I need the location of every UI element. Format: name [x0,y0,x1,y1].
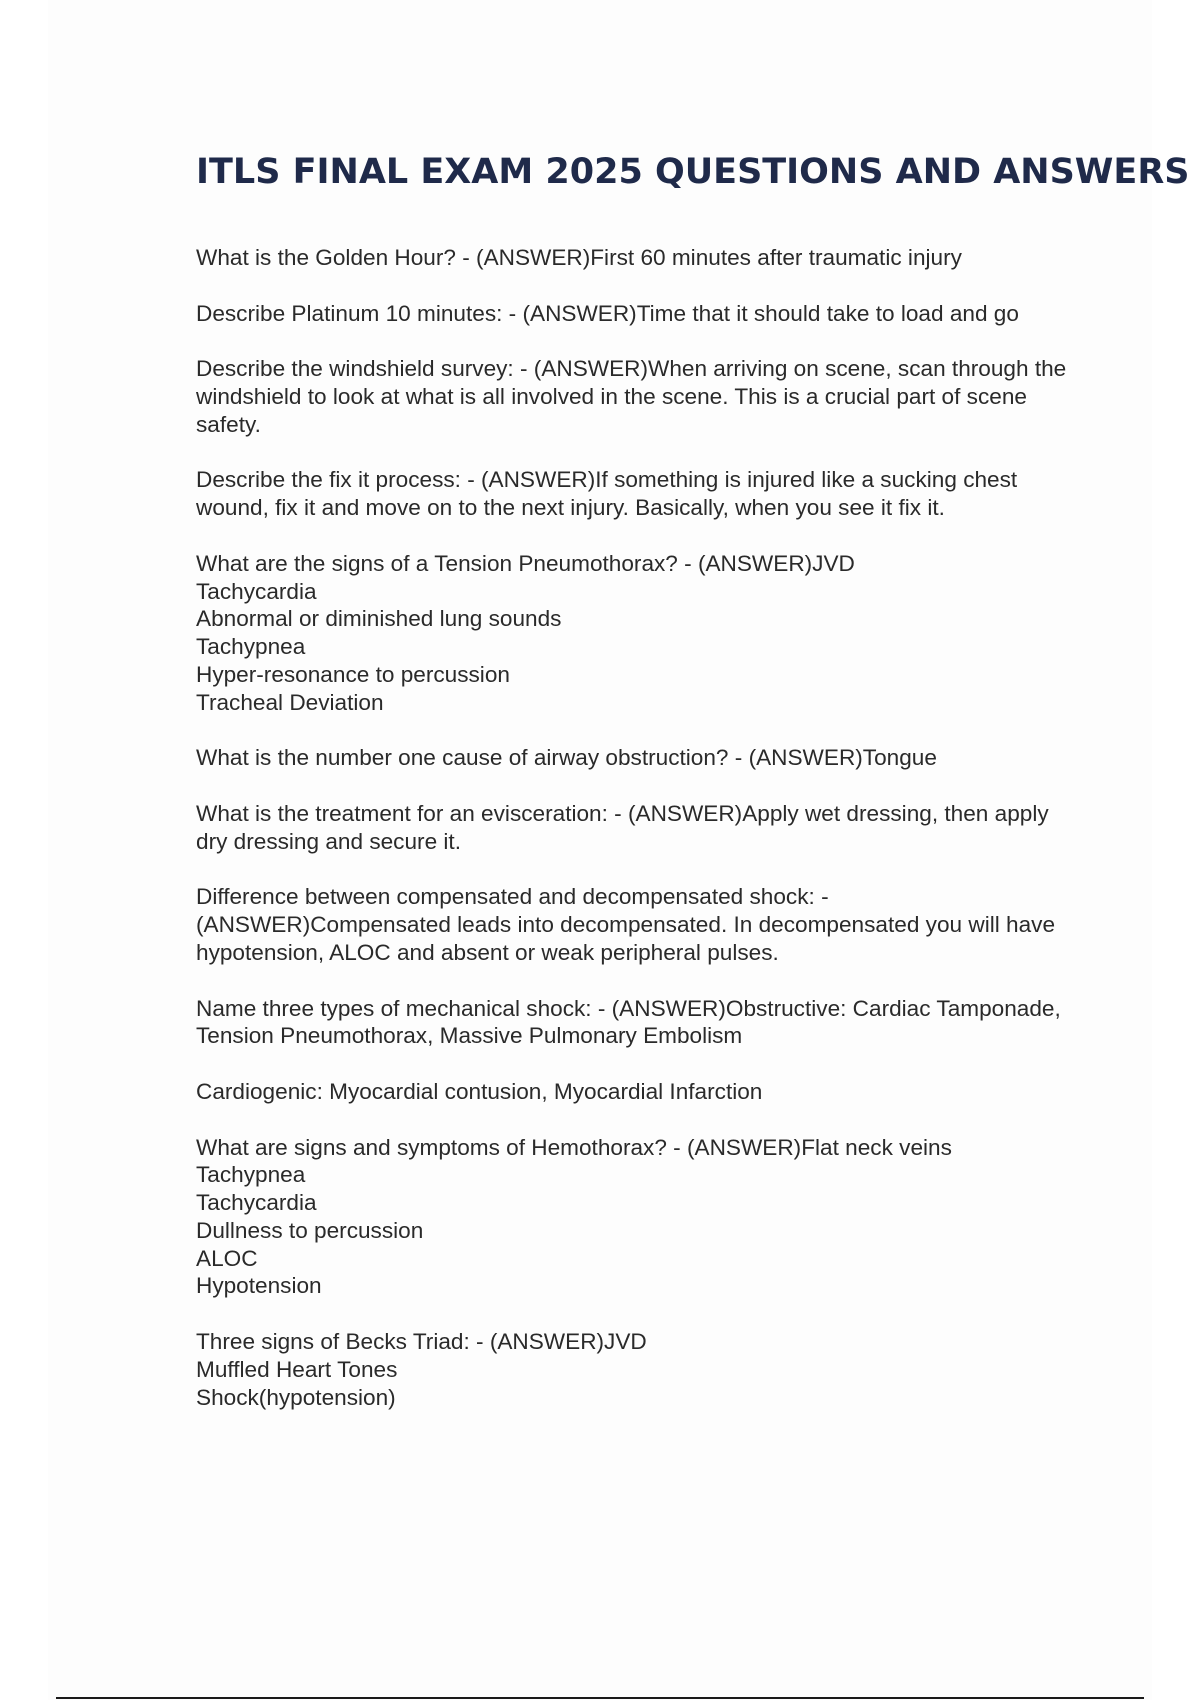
qa-line: ALOC [196,1245,258,1271]
qa-item [196,883,1131,966]
qa-line: safety. [196,411,261,437]
qa-item [196,1078,1131,1106]
qa-line: Tension Pneumothorax, Massive Pulmonary Embolism [196,1023,743,1049]
qa-line: What is the treatment for an evisceration: - (ANSWER)Apply wet dressing, then apply [196,800,1049,826]
qa-line: Muffled Heart Tones [196,1356,398,1382]
qa-line: dry dressing and secure it. [196,828,461,854]
qa-line: Shock(hypotension) [196,1384,396,1410]
qa-line: What are the signs of a Tension Pneumothorax? - (ANSWER)JVD [196,550,855,576]
qa-line: What is the number one cause of airway obstruction? - (ANSWER)Tongue [196,745,937,771]
page-bottom-divider [56,1697,1144,1699]
qa-line: Tracheal Deviation [196,689,384,715]
qa-line: What are signs and symptoms of Hemothorax? - (ANSWER)Flat neck veins [196,1134,952,1160]
qa-line: Describe the fix it process: - (ANSWER)If something is injured like a sucking chest [196,467,1018,493]
qa-line: Describe Platinum 10 minutes: - (ANSWER)Time that it should take to load and go [196,300,1019,326]
qa-line: Tachypnea [196,1162,306,1188]
qa-line: Tachycardia [196,1190,317,1216]
qa-line: Difference between compensated and decompensated shock: - [196,884,829,910]
qa-item [196,355,1131,438]
qa-line: hypotension, ALOC and absent or weak peripheral pulses. [196,939,779,965]
qa-item [196,995,1131,1051]
qa-item [196,1134,1131,1301]
qa-item [196,800,1131,856]
qa-item [196,300,1131,328]
qa-item [196,744,1131,772]
qa-line: wound, fix it and move on to the next injury. Basically, when you see it fix it. [196,495,945,521]
qa-line: Describe the windshield survey: - (ANSWER)When arriving on scene, scan through the [196,356,1067,382]
qa-line: Three signs of Becks Triad: - (ANSWER)JVD [196,1329,647,1355]
qa-line: windshield to look at what is all involved in the scene. This is a crucial part of scene [196,383,1027,409]
qa-line: What is the Golden Hour? - (ANSWER)First 60 minutes after traumatic injury [196,245,962,270]
qa-item [196,466,1131,522]
qa-line: Hyper-resonance to percussion [196,661,510,687]
qa-item [196,244,1131,272]
qa-line: Tachypnea [196,634,306,660]
document-title: ITLS FINAL EXAM 2025 QUESTIONS AND ANSWERS [196,152,1190,192]
qa-line: Name three types of mechanical shock: - (ANSWER)Obstructive: Cardiac Tamponade, [196,995,1061,1021]
document-page [48,0,1190,1700]
qa-item [196,550,1131,717]
qa-list [196,244,1131,1439]
qa-line: Abnormal or diminished lung sounds [196,606,562,632]
qa-line: (ANSWER)Compensated leads into decompensated. In decompensated you will have [196,912,1056,938]
qa-item [196,1328,1131,1411]
qa-line: Dullness to percussion [196,1217,424,1243]
qa-line: Cardiogenic: Myocardial contusion, Myocardial Infarction [196,1078,763,1104]
qa-line: Tachycardia [196,578,317,604]
qa-line: Hypotension [196,1273,322,1299]
